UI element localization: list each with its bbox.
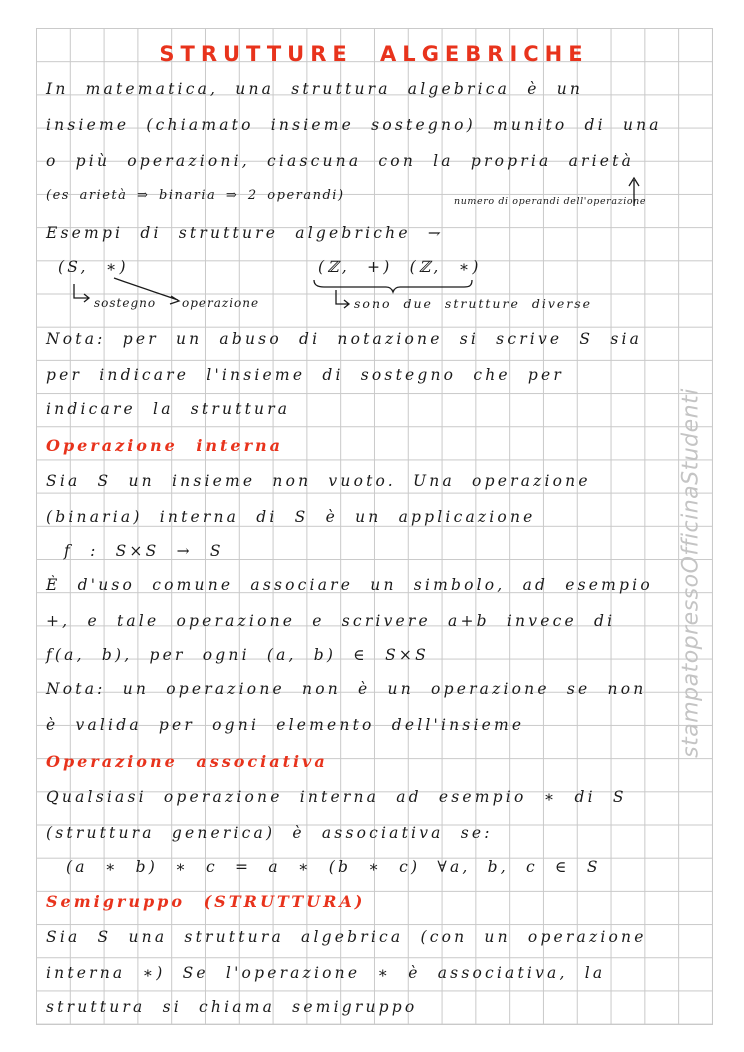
text-line: per indicare l'insieme di sostegno che per xyxy=(46,366,565,384)
section-heading-internal-operation: Operazione interna xyxy=(46,436,284,455)
text-line: è valida per ogni elemento dell'insieme xyxy=(46,716,525,734)
structure-examples-integers: (ℤ, +) (ℤ, ∗) xyxy=(318,258,482,276)
text-line: (struttura generica) è associativa se: xyxy=(46,824,493,842)
structure-example: (S, ∗) xyxy=(58,258,129,276)
sostegno-arrow-icon xyxy=(74,284,89,302)
text-line: indicare la struttura xyxy=(46,400,291,418)
text-line: Nota: un operazione non è un operazione se non xyxy=(46,680,647,698)
brace-icon xyxy=(314,280,472,292)
text-line: insieme (chiamato insieme sostegno) munito di una xyxy=(46,116,662,134)
text-line: struttura si chiama semigruppo xyxy=(46,998,418,1016)
arity-arrow-icon xyxy=(629,178,639,206)
text-line: In matematica, una struttura algebrica è un xyxy=(46,80,584,98)
operation-arrow-icon xyxy=(114,278,179,304)
formula-line: (a ∗ b) ∗ c = a ∗ (b ∗ c) ∀a, b, c ∈ S xyxy=(66,858,601,876)
text-line: f(a, b), per ogni (a, b) ∈ S×S xyxy=(46,646,429,664)
arity-note: numero di operandi dell'operazione xyxy=(454,196,647,207)
text-line: (es arietà ⇒ binaria ⇒ 2 operandi) xyxy=(46,188,345,203)
text-line: interna ∗) Se l'operazione ∗ è associativa, la xyxy=(46,964,606,982)
text-line: È d'uso comune associare un simbolo, ad esempio xyxy=(46,576,653,594)
page-title: STRUTTURE ALGEBRICHE xyxy=(159,42,589,66)
text-line: Nota: per un abuso di notazione si scrive S sia xyxy=(46,330,643,348)
text-line: Sia S un insieme non vuoto. Una operazione xyxy=(46,472,591,490)
watermark: stampatopressoOfficinaStudenti xyxy=(678,388,704,758)
text-line: (binaria) interna di S è un applicazione xyxy=(46,508,536,526)
section-heading-associative-operation: Operazione associativa xyxy=(46,752,328,771)
formula-line: f : S×S → S xyxy=(64,542,224,560)
label-sostegno: sostegno xyxy=(94,296,157,310)
text-line: Sia S una struttura algebrica (con un operazione xyxy=(46,928,647,946)
handwritten-annotations xyxy=(36,28,712,1024)
notebook-page xyxy=(36,28,713,1025)
label-different-structures: sono due strutture diverse xyxy=(354,296,593,311)
label-operazione: operazione xyxy=(182,296,260,310)
text-line: Qualsiasi operazione interna ad esempio ∗ di S xyxy=(46,788,627,806)
section-heading-semigroup: Semigruppo (STRUTTURA) xyxy=(46,892,366,911)
structures-arrow-icon xyxy=(336,290,349,308)
text-line: +, e tale operazione e scrivere a+b invece di xyxy=(46,612,616,630)
text-line: o più operazioni, ciascuna con la propria arietà xyxy=(46,152,635,170)
text-line: Esempi di strutture algebriche ⇁ xyxy=(46,224,445,242)
